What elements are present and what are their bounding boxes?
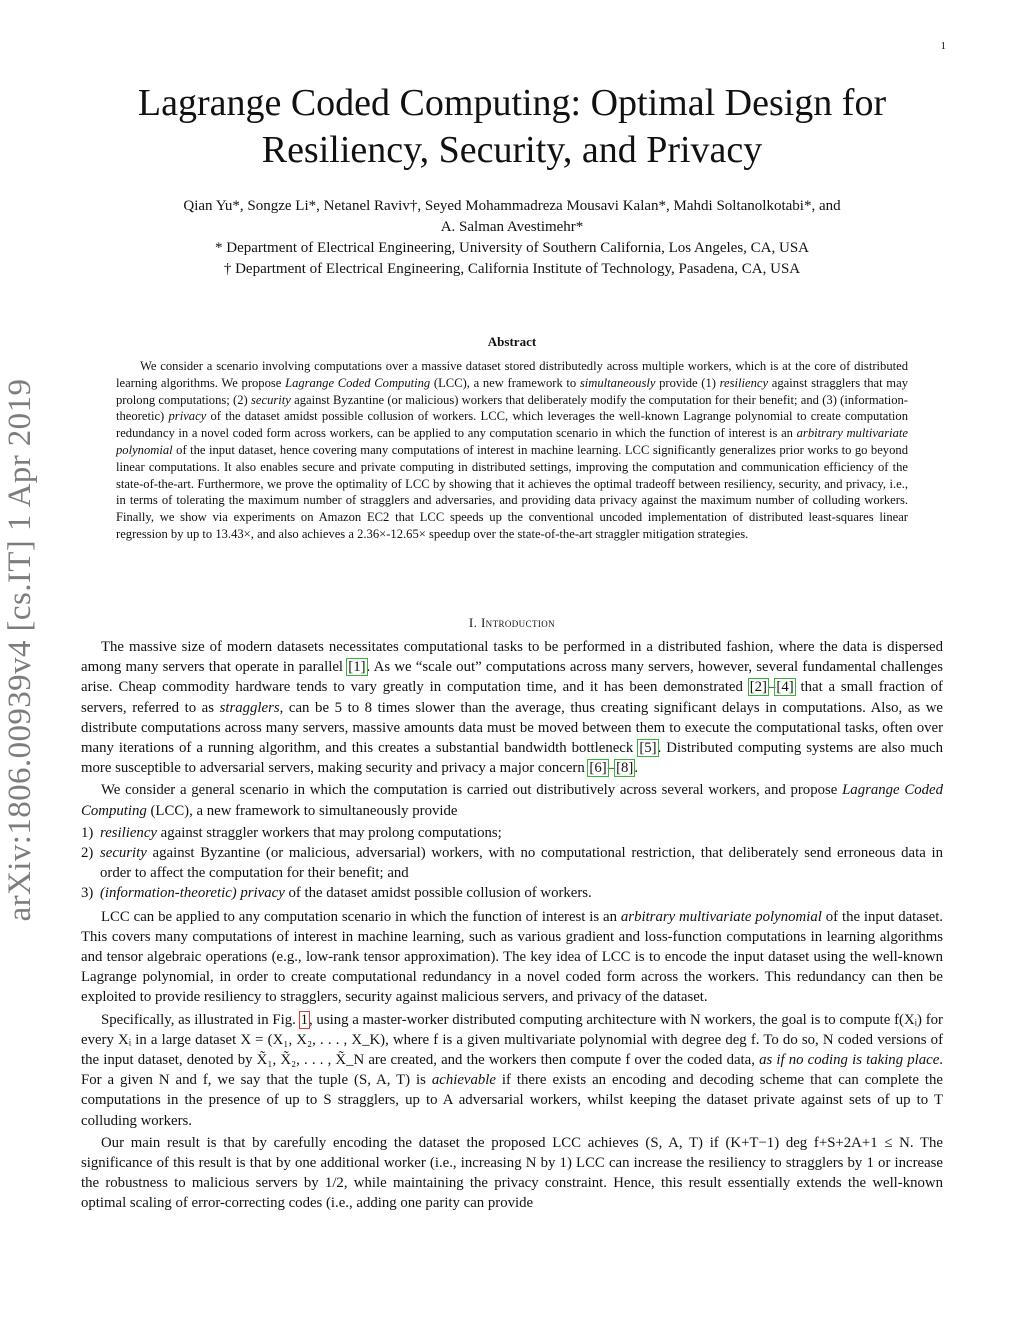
citation-link-1[interactable]: [1] xyxy=(348,659,366,676)
affiliation-caltech: † Department of Electrical Engineering, California Institute of Technology, Pasadena, CA, USA xyxy=(223,261,801,277)
abstract-emphasis: resiliency xyxy=(719,375,769,390)
page-number: 1 xyxy=(940,40,946,52)
author-block xyxy=(85,196,939,280)
abstract-segment: of the input dataset, hence covering many computations of interest in machine learning. LCC significantly generalizes prior works to go beyond linear computations. It also enables secure and private computing in distributed settings, improving the computation and communication efficiency of the state-of-the-art. Furthermore, we prove the optimality of LCC by showing that it achieves the optimal tradeoff between resiliency, security, and privacy, i.e., in terms of tolerating the maximum number of stragglers and adversaries, and providing data privacy against the maximum number of colluding workers. Finally, we show via experiments on Amazon EC2 that LCC speeds up the conventional uncoded implementation of distributed least-squares linear regression by up to 13.43×, and also achieves a 2.36×-12.65× speedup over the state-of-the-art straggler mitigation strategies. xyxy=(116,442,908,541)
affiliation-usc: * Department of Electrical Engineering, University of Southern California, Los Angeles, CA, USA xyxy=(214,240,810,256)
text-segment: – xyxy=(607,760,616,777)
text-segment: if there exists an encoding and decoding scheme that can complete the computations in the presence of up to S stragglers, up to A adversarial workers, whilst keeping the dataset private against sets of up to T colluding workers. xyxy=(81,1072,943,1129)
list-item-emphasis: (information-theoretic) privacy xyxy=(100,885,285,902)
emphasis: Lagrange Coded Computing xyxy=(81,782,943,819)
intro-paragraph-4 xyxy=(81,1010,943,1131)
paper-title-line-2: Resiliency, Security, and Privacy xyxy=(261,129,763,171)
paper-title xyxy=(80,80,944,174)
list-item-text: against Byzantine (or malicious, adversarial) workers, with no computational restriction, that deliberately send erroneous data in order to affect the computation for their benefit; and xyxy=(100,845,943,882)
section-number: I. xyxy=(468,615,481,630)
citation-link-2[interactable]: [2] xyxy=(749,679,767,696)
abstract-segment: provide (1) xyxy=(655,375,720,390)
paper-title-line-1: Lagrange Coded Computing: Optimal Design for xyxy=(137,82,887,124)
list-item-number: 1) xyxy=(81,824,94,841)
text-segment: of the input dataset. This covers many computations of interest in machine learning, such as various gradient and loss-function computations in learning algorithms and tensor algebraic operations (e.g., low-rank tensor approximation). The key idea of LCC is to encode the input dataset using the well-known Lagrange polynomial, in order to create computational redundancy in a novel coded form across the workers. This redundancy can then be exploited to provide resiliency to stragglers, security against malicious servers, and privacy of the dataset. xyxy=(81,908,943,1006)
abstract-segment: We consider a scenario involving computations over a massive dataset stored distributedly across multiple workers, which is at the core of distributed learning algorithms. We propose xyxy=(116,359,908,390)
intro-paragraph-5: Our main result is that by carefully encoding the dataset the proposed LCC achieves (S, A, T) if (K+T−1) deg f+S+2A+1 ≤ N. The significance of this result is that by one additional worker (i.e., increasing N by 1) LCC can increase the resiliency to stragglers by 1 or increase the robustness to malicious servers by 1/2, while maintaining the privacy constraint. Hence, this result essentially extends the well-known optimal scaling of error-correcting codes (i.e., adding one parity can provide xyxy=(81,1134,943,1212)
list-item xyxy=(81,843,943,883)
citation-link-5[interactable]: [5] xyxy=(639,740,657,757)
text-segment: , using a master-worker distributed computing architecture with N workers, the goal is to compute f(Xᵢ) for every Xᵢ in a large dataset X = (X₁, X₂, . . . , X_K), where f is a given multivariate polynomial with degree deg f. To do so, N coded versions of the input dataset, denoted by X̃₁, X̃₂, . . . , X̃_N are created, and the workers then compute f over the coded data, xyxy=(81,1011,943,1069)
abstract-emphasis: security xyxy=(250,392,291,407)
text-segment: We consider a general scenario in which the computation is carried out distributively across several workers, and propose xyxy=(101,782,843,799)
abstract-segment: of the dataset amidst possible collusion of workers. LCC, which leverages the well-known Lagrange polynomial to create computation redundancy in a novel coded form across workers, can be applied to any computation scenario in which the function of interest is an xyxy=(116,409,908,441)
abstract-emphasis: Lagrange Coded Computing xyxy=(285,375,431,390)
emphasis: stragglers xyxy=(219,699,280,716)
emphasis: as if no coding is taking place xyxy=(759,1052,940,1069)
list-item-text: of the dataset amidst possible collusion of workers. xyxy=(284,885,592,902)
text-segment: – xyxy=(768,679,776,696)
contributions-list xyxy=(81,823,943,904)
text-segment: . xyxy=(634,760,639,777)
list-item xyxy=(81,883,943,903)
intro-paragraph-3 xyxy=(81,907,943,1008)
text-segment: . For a given N and f, we say that the tuple (S, A, T) is xyxy=(81,1052,943,1089)
author-list-line-2: A. Salman Avestimehr* xyxy=(440,219,584,235)
abstract-segment: against Byzantine (or malicious) workers that deliberately modify the computation for their benefit; and (3) (information-theoretic) xyxy=(116,392,908,424)
abstract-heading: Abstract xyxy=(487,334,537,349)
abstract-emphasis: simultaneously xyxy=(579,375,656,390)
abstract-text xyxy=(116,358,908,543)
arxiv-identifier-stamp: arXiv:1806.00939v4 [cs.IT] 1 Apr 2019 xyxy=(2,378,38,922)
author-list-line-1: Qian Yu*, Songze Li*, Netanel Raviv†, Seyed Mohammadreza Mousavi Kalan*, Mahdi Soltanolkotabi*, and xyxy=(183,198,841,214)
abstract-emphasis: privacy xyxy=(168,409,207,424)
text-segment: Specifically, as illustrated in Fig. xyxy=(101,1011,300,1028)
text-segment: . Distributed computing systems are also much more susceptible to adversarial servers, making security and privacy a major concern xyxy=(81,740,943,777)
emphasis: arbitrary multivariate polynomial xyxy=(620,908,822,925)
introduction-body xyxy=(81,637,943,1216)
citation-link-4[interactable]: [4] xyxy=(776,679,794,696)
intro-paragraph-2 xyxy=(81,780,943,820)
abstract-emphasis: arbitrary multivariate polynomial xyxy=(116,426,909,457)
text-segment: The massive size of modern datasets necessitates computational tasks to be performed in a distributed fashion, where the data is dispersed among many servers that operate in parallel xyxy=(81,639,943,676)
intro-paragraph-1 xyxy=(81,637,943,778)
list-item-text: against straggler workers that may prolong computations; xyxy=(156,824,502,841)
text-segment: LCC can be applied to any computation scenario in which the function of interest is an xyxy=(101,908,621,925)
text-segment: , can be 5 to 8 times slower than the average, thus creating significant delays in computations. Also, as we distribute computations across many servers, massive amounts data must be moved between them to execute the computational tasks, often over many iterations of a running algorithm, and this creates a substantial bandwidth bottleneck xyxy=(81,699,943,757)
section-heading-introduction xyxy=(0,615,1024,631)
abstract-segment: against stragglers that may prolong computations; (2) xyxy=(116,375,908,407)
citation-link-8[interactable]: [8] xyxy=(616,760,634,777)
text-segment: (LCC), a new framework to simultaneously provide xyxy=(146,802,458,819)
section-title: Introduction xyxy=(480,615,556,630)
list-item-emphasis: security xyxy=(100,845,147,862)
list-item-number: 2) xyxy=(81,845,94,862)
text-segment: that a small fraction of servers, referred to as xyxy=(81,679,943,716)
text-segment: . As we “scale out” computations across many servers, however, several fundamental challenges arise. Cheap commodity hardware tends to vary greatly in computation time, and it has been demonstrated xyxy=(81,659,944,696)
figure-reference-link[interactable]: 1 xyxy=(300,1011,308,1028)
abstract-segment: (LCC), a new framework to xyxy=(430,375,580,390)
citation-link-6[interactable]: [6] xyxy=(589,760,607,777)
list-item xyxy=(81,823,943,843)
list-item-emphasis: resiliency xyxy=(100,824,157,841)
emphasis: achievable xyxy=(431,1072,496,1089)
list-item-number: 3) xyxy=(81,885,94,902)
